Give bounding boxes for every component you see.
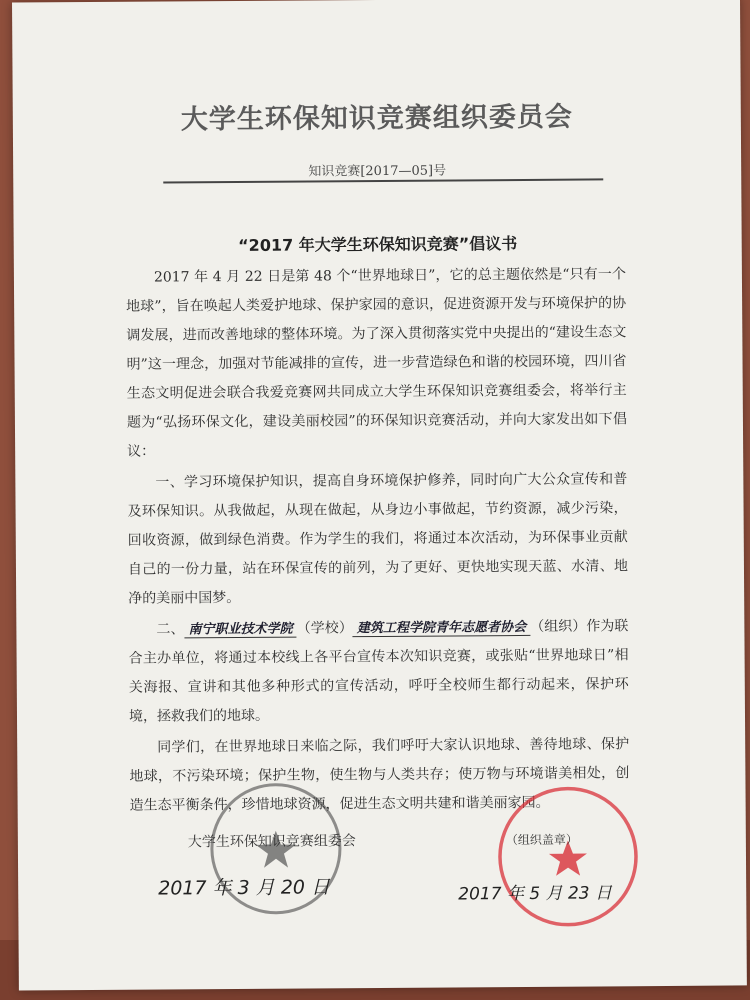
youth-league-seal: [493, 782, 642, 931]
committee-date: 2017 年 3 月 20 日: [158, 876, 331, 900]
closing-paragraph: 同学们，在世界地球日来临之际，我们呼吁大家认识地球、善待地球、保护地球，不污染环境；保护生物，使生物与人类共存；使万物与环境谐美相处，创造生态平衡条件，珍惜地球资源，促进生态文明共建和谐美丽家园。: [129, 736, 630, 814]
organization-stamp-label: （组织盖章）: [505, 832, 578, 848]
school-suffix: （学校）: [296, 620, 353, 637]
proposal-two-body: 作为联合主办单位，将通过本校线上各平台宣传本次知识竞赛，或张贴“世界地球日”相关海报、宣讲和其他多种形式的宣传活动，呼吁全校师生都行动起来，保护环境，拯救我们的地球。: [128, 618, 629, 725]
handwritten-organization-name: 建筑工程学院青年志愿者协会: [353, 620, 530, 637]
document-sheet: [12, 0, 747, 991]
proposal-two-paragraph: [128, 612, 629, 731]
committee-signature: 大学生环保知识竞赛组委会: [187, 833, 356, 851]
document-title: “2017 年大学生环保知识竞赛”倡议书: [238, 234, 518, 255]
intro-paragraph: 2017 年 4 月 22 日是第 48 个“世界地球日”，它的总主题依然是“只有一个地球”，旨在唤起人类爱护地球、保护家园的意识，促进资源开发与环境保护的协调发展，进而改善地球的整体环境。为了深入贯彻落实党中央提出的“建设生态文明”这一理念，加强对节能减排的宣传，进一步营造绿色和谐的校园环境，四川省生态文明促进会联合我爱竞赛网共同成立大学生环保知识竞赛组委会，将举行主题为“弘扬环保文化，建设美丽校园”的环保知识竞赛活动，并向大家发出如下倡议：: [126, 266, 627, 460]
proposal-one-paragraph: 一、学习环境保护知识，提高自身环境保护修养，同时向广大公众宣传和普及环保知识。从我做起，从现在做起，从身边小事做起，节约资源，减少污染，回收资源，做到绿色消费。作为学生的我们，将通过本次活动，为环保事业贡献自己的一份力量，站在环保宣传的前列，为了更好、更快地实现天蓝、水清、地净的美丽中国梦。: [127, 471, 629, 607]
handwritten-school-name: 南宁职业技术学院: [184, 622, 296, 639]
document-body: [126, 260, 630, 822]
proposal-two-prefix: 二、: [156, 621, 185, 638]
organization-suffix: （组织）: [530, 618, 587, 635]
issuing-organization-title: 大学生环保知识竞赛组织委员会: [180, 101, 573, 136]
document-number: 知识竞赛[2017—05]号: [308, 163, 447, 180]
organization-date: 2017 年 5 月 23 日: [458, 883, 613, 905]
